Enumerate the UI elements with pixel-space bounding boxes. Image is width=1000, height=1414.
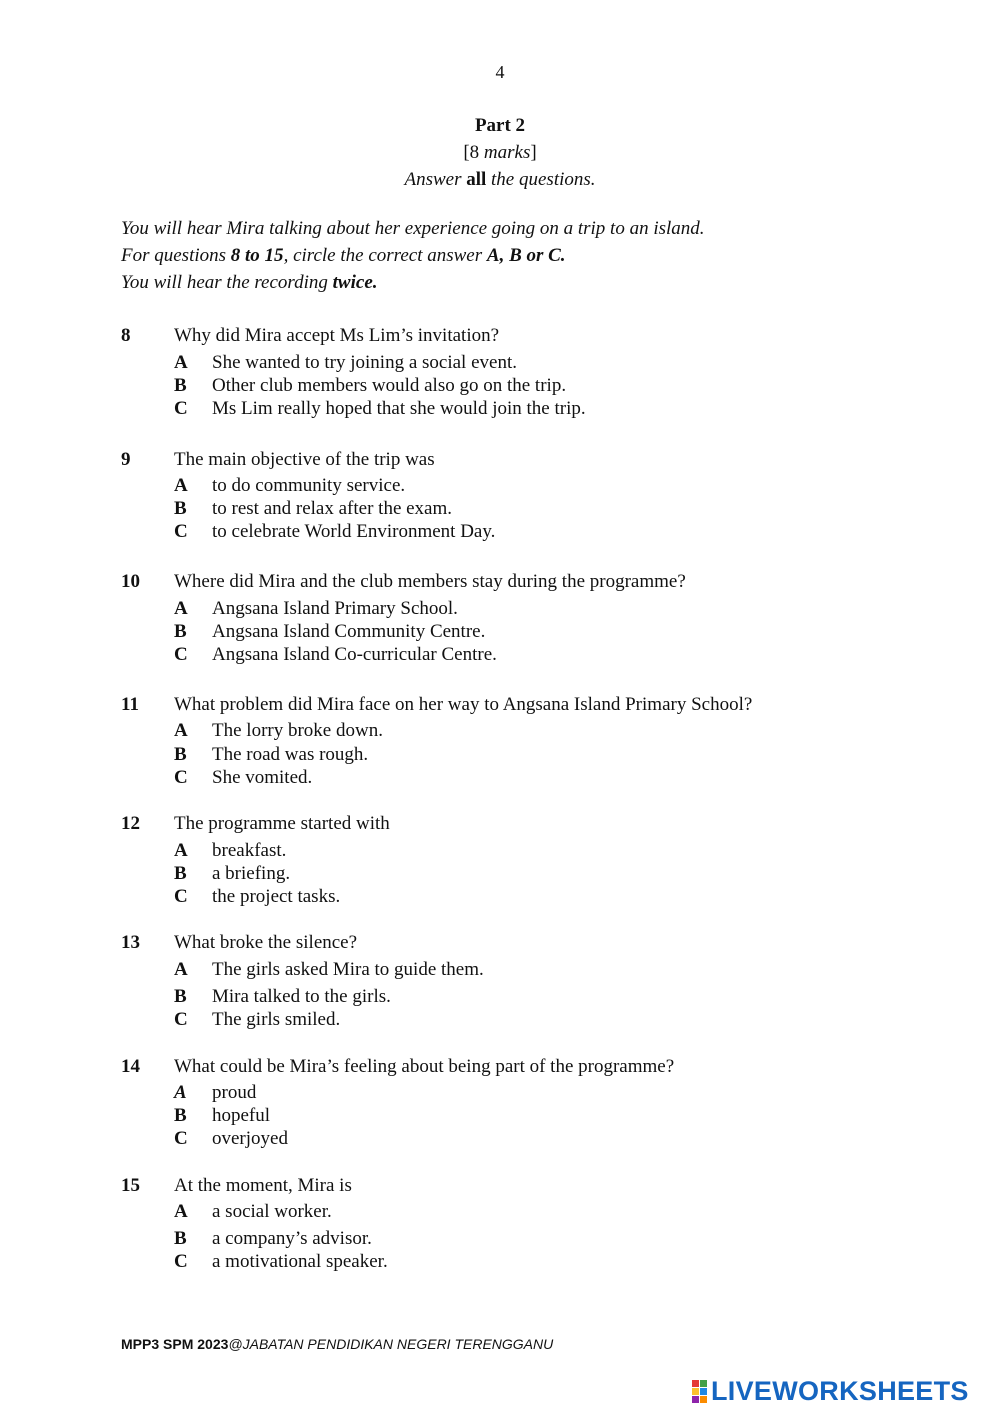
option-text[interactable]: the project tasks.	[212, 886, 341, 907]
option-letter[interactable]: A	[174, 352, 188, 373]
question-number: 9	[121, 449, 131, 470]
option-letter[interactable]: A	[174, 1201, 188, 1222]
option-text[interactable]: a social worker.	[212, 1201, 332, 1222]
liveworksheets-logo-icon	[692, 1380, 707, 1403]
option-letter[interactable]: B	[174, 744, 187, 765]
option-letter[interactable]: A	[174, 959, 188, 980]
question-number: 10	[121, 571, 140, 592]
option-text[interactable]: She vomited.	[212, 767, 313, 788]
question-number: 12	[121, 813, 140, 834]
option-text[interactable]: breakfast.	[212, 840, 287, 861]
option-text[interactable]: The road was rough.	[212, 744, 369, 765]
footer: MPP3 SPM 2023@JABATAN PENDIDIKAN NEGERI TERENGGANU	[121, 1336, 554, 1352]
option-letter[interactable]: C	[174, 644, 188, 665]
option-letter[interactable]: A	[174, 720, 188, 741]
question-number: 13	[121, 932, 140, 953]
option-letter[interactable]: C	[174, 1009, 188, 1030]
marks-label: [8 marks]	[463, 142, 537, 163]
option-text[interactable]: Mira talked to the girls.	[212, 986, 391, 1007]
option-text[interactable]: to rest and relax after the exam.	[212, 498, 453, 519]
option-letter[interactable]: C	[174, 521, 188, 542]
option-text[interactable]: to celebrate World Environment Day.	[212, 521, 496, 542]
question-number: 15	[121, 1175, 140, 1196]
liveworksheets-logo[interactable]	[692, 1374, 992, 1408]
question-text: At the moment, Mira is	[174, 1175, 352, 1196]
option-text[interactable]: overjoyed	[212, 1128, 288, 1149]
question-text: What problem did Mira face on her way to Angsana Island Primary School?	[174, 694, 753, 715]
question-text: Where did Mira and the club members stay during the programme?	[174, 571, 686, 592]
option-text[interactable]: Angsana Island Primary School.	[212, 598, 458, 619]
liveworksheets-logo-text: LIVEWORKSHEETS	[711, 1375, 969, 1406]
option-letter[interactable]: A	[174, 1082, 187, 1103]
question-text: What broke the silence?	[174, 932, 358, 953]
instruction-line-2: For questions 8 to 15, circle the correct answer A, B or C.	[121, 245, 566, 266]
option-letter[interactable]: B	[174, 498, 187, 519]
instruction-line-3: You will hear the recording twice.	[121, 272, 378, 293]
option-text[interactable]: hopeful	[212, 1105, 271, 1126]
instruction-line-1: You will hear Mira talking about her experience going on a trip to an island.	[121, 218, 705, 239]
question-number: 8	[121, 325, 131, 346]
part-title: Part 2	[474, 115, 526, 136]
option-letter[interactable]: C	[174, 767, 188, 788]
option-text[interactable]: Ms Lim really hoped that she would join the trip.	[212, 398, 586, 419]
question-number: 11	[121, 694, 139, 715]
option-text[interactable]: The girls smiled.	[212, 1009, 341, 1030]
question-text: The programme started with	[174, 813, 390, 834]
question-text: The main objective of the trip was	[174, 449, 435, 470]
answer-all-instruction: Answer all the questions.	[404, 169, 596, 190]
option-letter[interactable]: B	[174, 375, 187, 396]
question-text: What could be Mira’s feeling about being part of the programme?	[174, 1056, 675, 1077]
option-text[interactable]: She wanted to try joining a social event.	[212, 352, 517, 373]
option-letter[interactable]: A	[174, 598, 188, 619]
option-letter[interactable]: C	[174, 886, 188, 907]
option-text[interactable]: a company’s advisor.	[212, 1228, 372, 1249]
option-text[interactable]: a briefing.	[212, 863, 291, 884]
option-text[interactable]: Angsana Island Community Centre.	[212, 621, 486, 642]
option-text[interactable]: The lorry broke down.	[212, 720, 383, 741]
option-letter[interactable]: B	[174, 1228, 187, 1249]
option-letter[interactable]: B	[174, 621, 187, 642]
option-text[interactable]: The girls asked Mira to guide them.	[212, 959, 484, 980]
question-text: Why did Mira accept Ms Lim’s invitation?	[174, 325, 500, 346]
option-text[interactable]: Other club members would also go on the trip.	[212, 375, 567, 396]
option-text[interactable]: Angsana Island Co-curricular Centre.	[212, 644, 497, 665]
option-letter[interactable]: A	[174, 840, 188, 861]
option-letter[interactable]: C	[174, 398, 188, 419]
option-letter[interactable]: C	[174, 1128, 188, 1149]
option-text[interactable]: to do community service.	[212, 475, 406, 496]
option-letter[interactable]: A	[174, 475, 188, 496]
option-letter[interactable]: B	[174, 1105, 187, 1126]
question-number: 14	[121, 1056, 140, 1077]
option-text[interactable]: a motivational speaker.	[212, 1251, 388, 1272]
page-number: 4	[495, 62, 505, 82]
option-letter[interactable]: C	[174, 1251, 188, 1272]
option-letter[interactable]: B	[174, 863, 187, 884]
option-letter[interactable]: B	[174, 986, 187, 1007]
option-text[interactable]: proud	[212, 1082, 257, 1103]
